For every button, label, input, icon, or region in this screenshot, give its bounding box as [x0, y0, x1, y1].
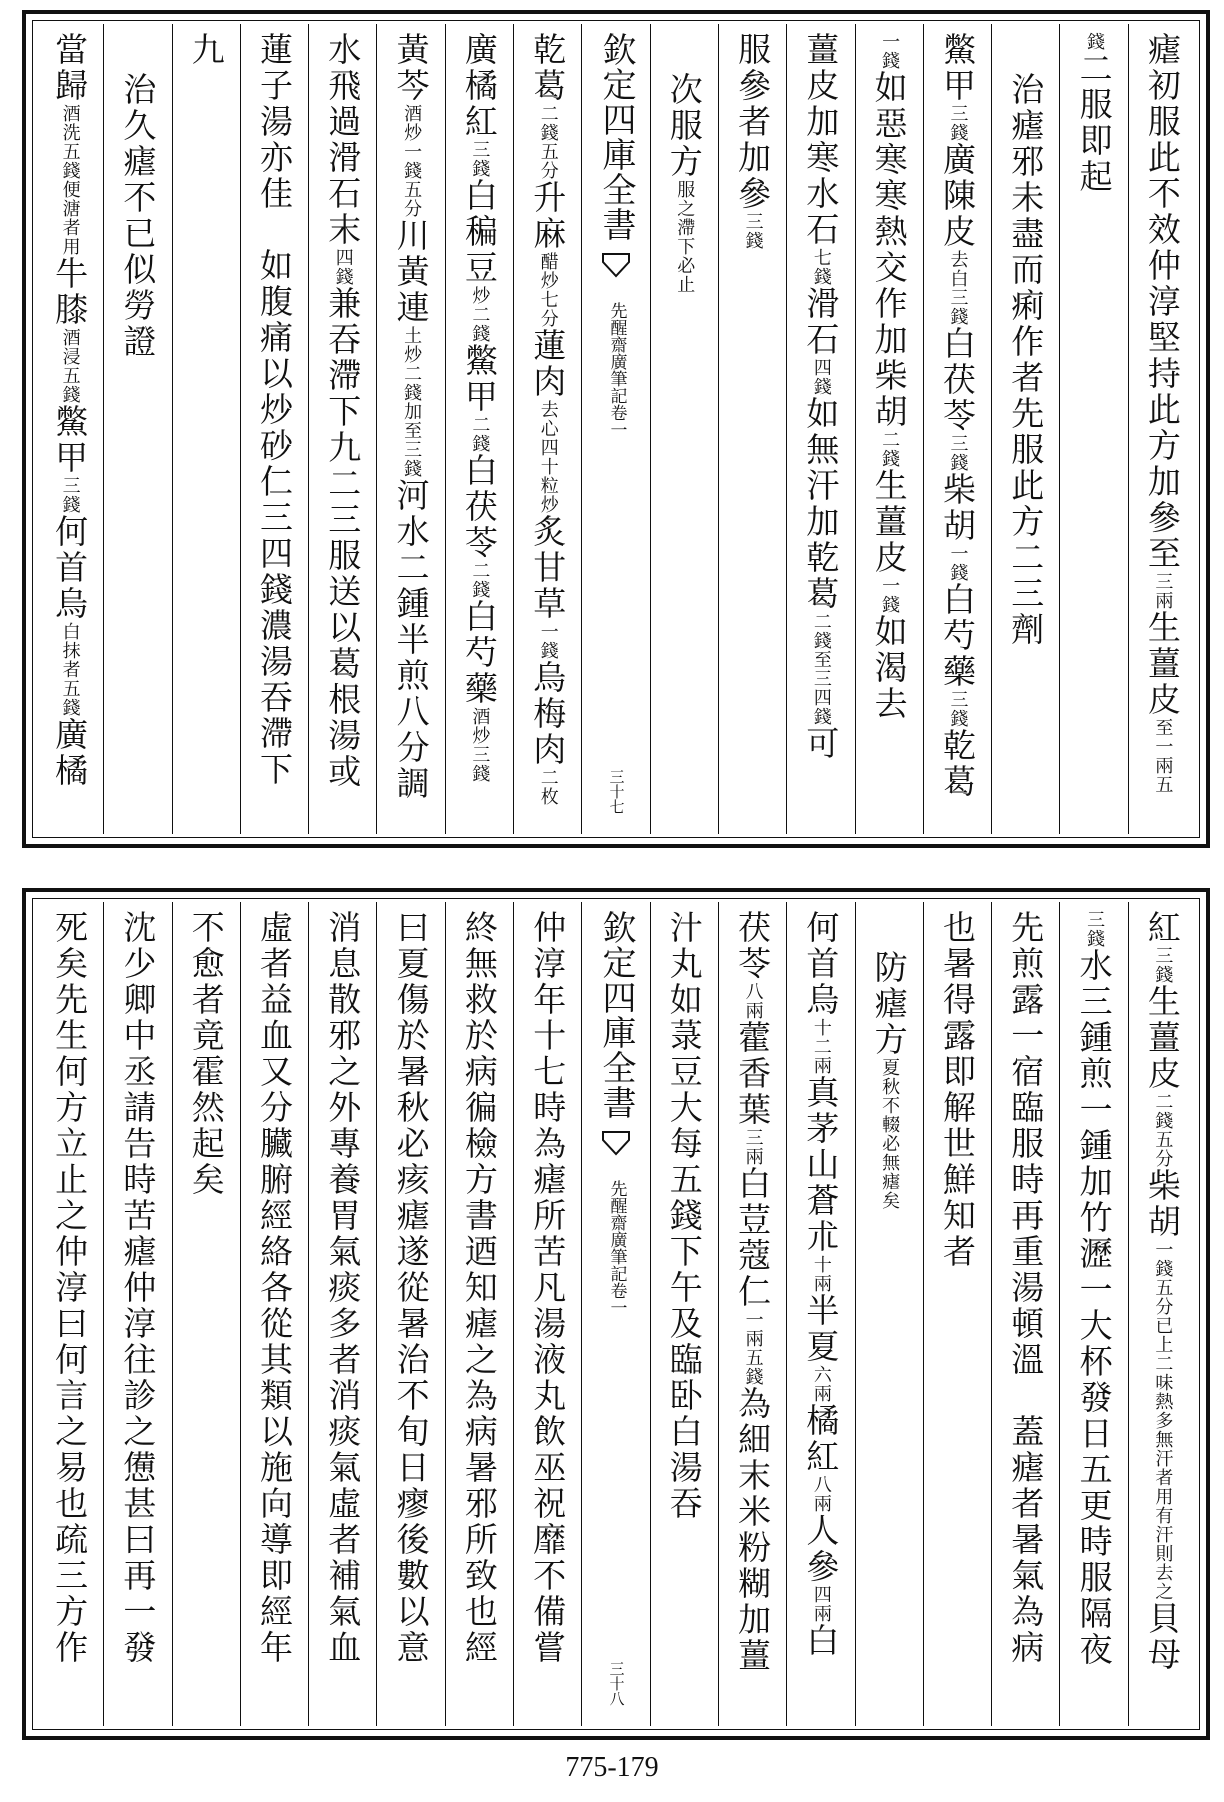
- top-columns: [36, 24, 1196, 834]
- text-column: 三錢 水三鍾煎一鍾加竹瀝一大杯發日五更時服隔夜: [1059, 902, 1127, 1726]
- text-column: 廣橘紅 三錢 白稨豆 炒二錢 鱉甲 二錢 白茯苓 二錢 白芍藥 酒炒三錢: [445, 24, 513, 834]
- text-column: 也暑得露即解世鮮知者: [923, 902, 991, 1726]
- text-column: 終無救於病徧檢方書迺知瘧之為病暑邪所致也經: [445, 902, 513, 1726]
- text-column: 仲淳年十七時為瘧所苦凡湯液丸飲巫祝靡不備嘗: [513, 902, 581, 1726]
- text-column: 薑皮加寒水石 七錢 滑石 四錢 如無汗加乾葛 二錢至三四錢 可: [786, 24, 854, 834]
- page-number: 775-179: [565, 1752, 659, 1783]
- page-center-margin: [581, 24, 649, 834]
- text-column: 當歸 酒洗五錢便溏者用 牛膝 酒浸五錢 鱉甲 三錢 何首烏 白抹者五錢 廣橘: [50, 32, 90, 789]
- text-column: 死矣先生何方立止之仲淳曰何言之易也疏三方作: [50, 910, 90, 1666]
- bottom-page: [22, 888, 1210, 1740]
- top-page: [22, 10, 1210, 848]
- text-column: 九: [172, 24, 240, 834]
- fish-tail-mark-icon: [601, 252, 631, 292]
- text-column: 治瘧邪未盡而痢作者先服此方二三劑: [991, 24, 1059, 834]
- text-column: 乾葛 二錢五分 升麻 醋炒七分 蓮肉 去心四十粒炒 炙甘草 一錢 烏梅肉 二枚: [513, 24, 581, 834]
- text-column: 防瘧方 夏秋不輟必無瘧矣: [855, 902, 923, 1726]
- text-column: 水飛過滑石末 四錢 兼吞滯下九二三服送以葛根湯或: [308, 24, 376, 834]
- text-column: 茯苓 八兩 藿香葉 三兩 白荳蔻仁 一兩五錢 為細末米粉糊加薑: [718, 902, 786, 1726]
- volume-label: 卷一: [606, 1282, 627, 1316]
- leaf-number: 三十七: [607, 769, 626, 814]
- text-column: 次服方 服之滯下必止: [650, 24, 718, 834]
- text-column: 錢 二服即起: [1059, 24, 1127, 834]
- bottom-columns: [36, 902, 1196, 1726]
- text-column: 沈少卿中丞請告時苦瘧仲淳往診之憊甚曰再一發: [103, 902, 171, 1726]
- book-title: 欽定四庫全書: [595, 910, 636, 1120]
- text-column: 汁丸如菉豆大每五錢下午及臨卧白湯吞: [650, 902, 718, 1726]
- text-column: 治久瘧不已似勞證: [103, 24, 171, 834]
- text-column: 鱉甲 三錢 廣陳皮 去白三錢 白茯苓 三錢 柴胡 一錢 白芍藥 三錢 乾葛: [923, 24, 991, 834]
- text-column: 先煎露一宿臨服時再重湯頓溫 蓋瘧者暑氣為病: [991, 902, 1059, 1726]
- text-column: 虛者益血又分臟腑經絡各從其類以施向導即經年: [240, 902, 308, 1726]
- page-center-margin: [581, 902, 649, 1726]
- text-column: 黃芩 酒炒一錢五分 川黃連 土炒二錢加至三錢 河水二鍾半煎八分調: [376, 24, 444, 834]
- text-column: 不愈者竟霍然起矣: [172, 902, 240, 1726]
- book-title: 欽定四庫全書: [595, 32, 636, 242]
- text-column: 消息散邪之外專養胃氣痰多者消痰氣虛者補氣血: [308, 902, 376, 1726]
- text-column: 瘧初服此不效仲淳堅持此方加參至 三兩 生薑皮 至一兩五: [1128, 24, 1196, 834]
- book-subtitle: 先醒齋廣筆記: [606, 1180, 627, 1282]
- text-column: 蓮子湯亦佳 如腹痛以炒砂仁三四錢濃湯吞滯下: [240, 24, 308, 834]
- text-column: 紅 三錢 生薑皮 二錢五分 柴胡 一錢五分已上二味熱多無汗者用有汗則去之 貝母: [1128, 902, 1196, 1726]
- text-column: 何首烏 十二兩 真茅山蒼朮 十兩 半夏 六兩 橘紅 八兩 人參 四兩 白: [786, 902, 854, 1726]
- volume-label: 卷一: [606, 404, 627, 438]
- text-column: 服參者加參 三錢: [718, 24, 786, 834]
- fish-tail-mark-icon: [601, 1130, 631, 1170]
- leaf-number: 三十八: [607, 1661, 626, 1706]
- text-column: 曰夏傷於暑秋必痎瘧遂從暑治不旬日瘳後數以意: [376, 902, 444, 1726]
- text-column: 一錢 如惡寒寒熱交作加柴胡 二錢 生薑皮 一錢 如渴去: [855, 24, 923, 834]
- book-subtitle: 先醒齋廣筆記: [606, 302, 627, 404]
